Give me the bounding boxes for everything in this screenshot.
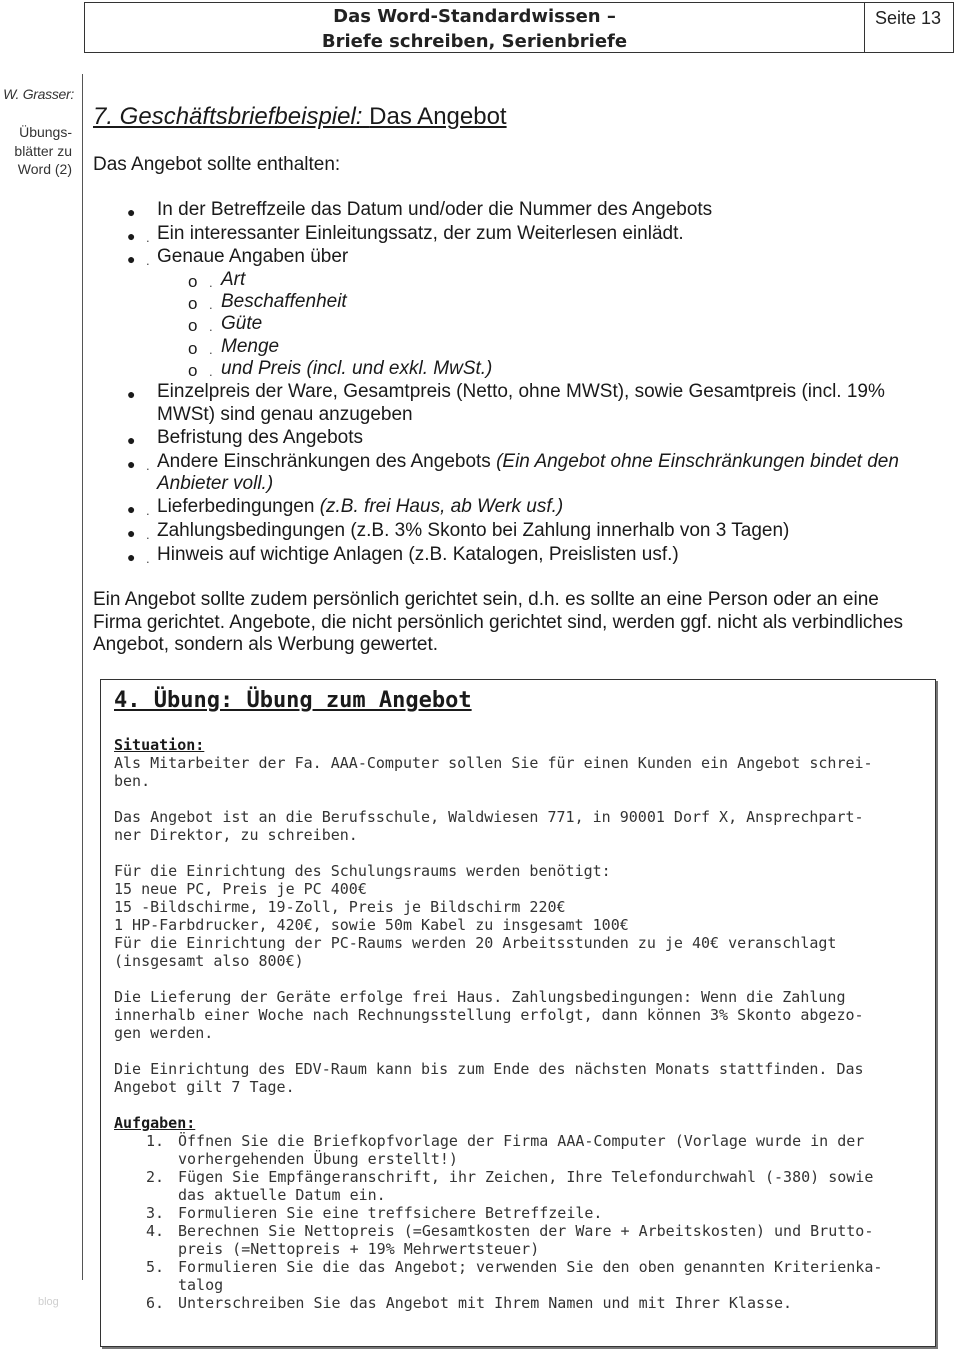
- text-line: 1 HP-Farbdrucker, 420€, sowie 50m Kabel zu insgesamt 100€: [114, 916, 629, 934]
- circle-bullet-icon: o: [188, 272, 198, 291]
- task-text: preis (=Nettopreis + 19% Mehrwertsteuer): [178, 1240, 540, 1258]
- section-heading-prefix: 7. Geschäftsbriefbeispiel:: [93, 103, 363, 130]
- task-number: 6.: [146, 1294, 165, 1312]
- outro-line: Angebot, sondern als Werbung gewertet.: [93, 634, 439, 655]
- task-text: Fügen Sie Empfängeranschrift, ihr Zeichen, Ihre Telefondurchwahl (-380) sowie: [178, 1168, 874, 1186]
- tab-mark-icon: .: [146, 527, 150, 542]
- page-number: Seite 13: [864, 3, 953, 52]
- text-line: Für die Einrichtung der PC-Raums werden 20 Arbeitsstunden zu je 40€ veranschlagt: [114, 934, 837, 952]
- outro-paragraph: [93, 589, 938, 657]
- tab-mark-icon: .: [146, 230, 150, 245]
- document-title: [85, 3, 864, 52]
- task-text: Formulieren Sie die das Angebot; verwenden Sie den oben genannten Kriterienka-: [178, 1258, 883, 1276]
- situation-label: Situation:: [114, 736, 205, 754]
- tab-mark-icon: .: [209, 275, 213, 290]
- list-item: Hinweis auf wichtige Anlagen (z.B. Katalogen, Preislisten usf.): [157, 544, 679, 565]
- sidebar-subtitle-line: blätter zu: [14, 142, 72, 159]
- task-number: 3.: [146, 1204, 165, 1222]
- text-line: 15 neue PC, Preis je PC 400€: [114, 880, 367, 898]
- text-line: Angebot gilt 7 Tage.: [114, 1078, 295, 1096]
- sidebar-author: W. Grasser:: [3, 86, 74, 102]
- task-text: vorhergehenden Übung erstellt!): [178, 1150, 458, 1168]
- bullet-icon: ●: [127, 228, 136, 244]
- circle-bullet-icon: o: [188, 361, 198, 380]
- tab-mark-icon: .: [146, 551, 150, 566]
- exercise-box: [100, 679, 936, 1347]
- bullet-icon: ●: [127, 204, 136, 220]
- sub-list-item: Beschaffenheit: [221, 291, 347, 312]
- bullet-icon: ●: [127, 456, 136, 472]
- document-title-line-2: Briefe schreiben, Serienbriefe: [321, 31, 628, 52]
- document-title-line-1: Das Word-Standardwissen –: [333, 6, 616, 27]
- task-text: Formulieren Sie eine treffsichere Betreffzeile.: [178, 1204, 603, 1222]
- sidebar-subtitle: [0, 123, 72, 179]
- sub-list-item: Menge: [221, 336, 280, 357]
- bullet-icon: ●: [127, 432, 136, 448]
- sidebar-divider: [82, 74, 83, 1280]
- bullet-icon: ●: [127, 549, 136, 565]
- task-text: Öffnen Sie die Briefkopfvorlage der Firma AAA-Computer (Vorlage wurde in der: [178, 1132, 865, 1150]
- restrictions-text: Andere Einschränkungen des Angebots: [157, 451, 497, 472]
- watermark: blog: [38, 1296, 59, 1308]
- bullet-icon: ●: [127, 501, 136, 517]
- text-line: Die Einrichtung des EDV-Raum kann bis zum Ende des nächsten Monats stattfinden. Das: [114, 1060, 864, 1078]
- tab-mark-icon: .: [209, 319, 213, 334]
- bullet-icon: ●: [127, 251, 136, 267]
- bullet-icon: ●: [127, 386, 136, 402]
- text-line: innerhalb einer Woche nach Rechnungsstellung erfolgt, dann können 3% Skonto abgezo-: [114, 1006, 864, 1024]
- sub-list-item: und Preis (incl. und exkl. MwSt.): [221, 358, 493, 379]
- tab-mark-icon: .: [146, 253, 150, 268]
- task-number: 4.: [146, 1222, 165, 1240]
- task-number: 2.: [146, 1168, 165, 1186]
- list-item: [157, 496, 563, 518]
- restrictions-note: (Ein Angebot ohne Einschränkungen bindet den: [496, 451, 899, 472]
- tab-mark-icon: .: [209, 342, 213, 357]
- tab-mark-icon: .: [209, 364, 213, 379]
- text-line: Als Mitarbeiter der Fa. AAA-Computer sollen Sie für einen Kunden ein Angebot schrei-: [114, 754, 873, 772]
- sidebar-subtitle-line: Übungs-: [19, 124, 72, 140]
- text-line: Die Lieferung der Geräte erfolge frei Haus. Zahlungsbedingungen: Wenn die Zahlung: [114, 988, 846, 1006]
- section-heading-main: Das Angebot: [369, 103, 507, 130]
- circle-bullet-icon: o: [188, 316, 198, 335]
- tab-mark-icon: .: [209, 297, 213, 312]
- page-header: [84, 2, 954, 53]
- sub-list-item: Güte: [221, 313, 263, 334]
- tab-mark-icon: .: [146, 503, 150, 518]
- list-item: Zahlungsbedingungen (z.B. 3% Skonto bei Zahlung innerhalb von 3 Tagen): [157, 520, 790, 541]
- text-line: Das Angebot ist an die Berufsschule, Waldwiesen 771, in 90001 Dorf X, Ansprechpart-: [114, 808, 864, 826]
- list-item: [157, 451, 899, 473]
- task-number: 1.: [146, 1132, 165, 1150]
- outro-line: Ein Angebot sollte zudem persönlich gerichtet sein, d.h. es sollte an eine Person oder an eine: [93, 589, 879, 610]
- list-item: Genaue Angaben über: [157, 246, 349, 267]
- circle-bullet-icon: o: [188, 339, 198, 358]
- tab-mark-icon: .: [146, 458, 150, 473]
- delivery-text: Lieferbedingungen: [157, 496, 320, 517]
- text-line: ner Direktor, zu schreiben.: [114, 826, 358, 844]
- circle-bullet-icon: o: [188, 294, 198, 313]
- task-text: Unterschreiben Sie das Angebot mit Ihrem Namen und mit Ihrer Klasse.: [178, 1294, 793, 1312]
- task-text: talog: [178, 1276, 224, 1294]
- list-item: In der Betreffzeile das Datum und/oder die Nummer des Angebots: [157, 199, 713, 220]
- delivery-note: (z.B. frei Haus, ab Werk usf.): [319, 496, 564, 517]
- exercise-title: 4. Übung: Übung zum Angebot: [114, 688, 472, 713]
- text-line: gen werden.: [114, 1024, 214, 1042]
- section-heading: [93, 103, 507, 131]
- text-line: ben.: [114, 772, 151, 790]
- sub-list-item: Art: [221, 269, 246, 290]
- list-item: Einzelpreis der Ware, Gesamtpreis (Netto, ohne MWSt), sowie Gesamtpreis (incl. 19%: [157, 381, 885, 402]
- intro-text: Das Angebot sollte enthalten:: [93, 154, 341, 175]
- text-line: Für die Einrichtung des Schulungsraums werden benötigt:: [114, 862, 611, 880]
- text-line: (insgesamt also 800€): [114, 952, 304, 970]
- list-item-continuation: MWSt) sind genau anzugeben: [157, 404, 413, 425]
- task-number: 5.: [146, 1258, 165, 1276]
- task-text: das aktuelle Datum ein.: [178, 1186, 386, 1204]
- outro-line: Firma gerichtet. Angebote, die nicht persönlich gerichtet sind, werden ggf. nicht als verbindliches: [93, 611, 904, 633]
- list-item-continuation: Anbieter voll.): [157, 473, 274, 494]
- list-item: Befristung des Angebots: [157, 427, 363, 448]
- list-item: Ein interessanter Einleitungssatz, der zum Weiterlesen einlädt.: [157, 223, 684, 244]
- sidebar-subtitle-line: Word (2): [17, 161, 72, 177]
- text-line: 15 -Bildschirme, 19-Zoll, Preis je Bildschirm 220€: [114, 898, 566, 916]
- bullet-icon: ●: [127, 525, 136, 541]
- tasks-label: Aufgaben:: [114, 1114, 196, 1132]
- task-text: Berechnen Sie Nettopreis (=Gesamtkosten der Ware + Arbeitskosten) und Brutto-: [178, 1222, 874, 1240]
